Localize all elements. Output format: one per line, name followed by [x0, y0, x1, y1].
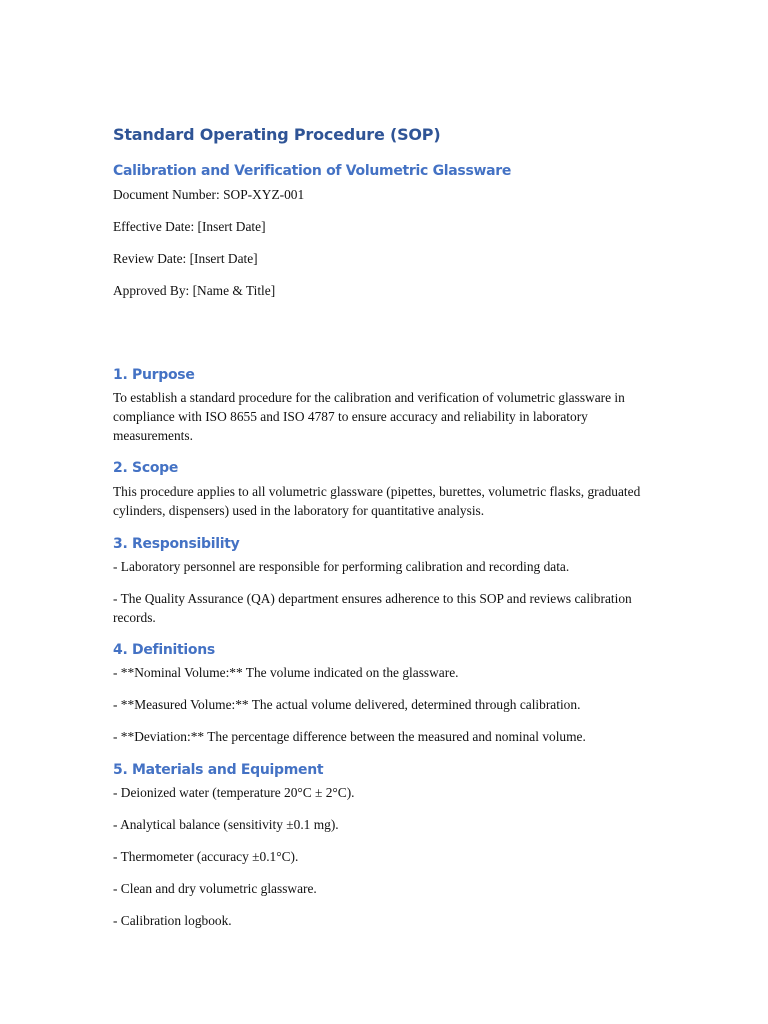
material-item: - Thermometer (accuracy ±0.1°C).	[113, 849, 299, 864]
definition-item: - **Measured Volume:** The actual volume delivered, determined through calibration.	[113, 697, 581, 712]
effective-date: Effective Date: [Insert Date]	[113, 219, 266, 234]
definition-item: - **Nominal Volume:** The volume indicated on the glassware.	[113, 665, 459, 680]
responsibility-item: - The Quality Assurance (QA) department ensures adherence to this SOP and reviews calibration records.	[113, 591, 632, 625]
material-item: - Deionized water (temperature 20°C ± 2°C).	[113, 785, 355, 800]
material-item: - Analytical balance (sensitivity ±0.1 mg).	[113, 817, 339, 832]
purpose-heading: 1. Purpose	[113, 367, 195, 383]
material-item: - Calibration logbook.	[113, 913, 232, 928]
approved-by: Approved By: [Name & Title]	[113, 283, 276, 298]
document-page	[113, 0, 653, 1024]
document-number: Document Number: SOP-XYZ-001	[113, 187, 305, 202]
responsibility-item: - Laboratory personnel are responsible for performing calibration and recording data.	[113, 559, 570, 574]
purpose-text: To establish a standard procedure for the calibration and verification of volumetric glassware in compliance with ISO 8655 and ISO 4787 to ensure accuracy and reliability in laboratory measurements.	[113, 390, 625, 443]
material-item: - Clean and dry volumetric glassware.	[113, 881, 317, 896]
document-subtitle: Calibration and Verification of Volumetric Glassware	[113, 163, 512, 179]
document-title: Standard Operating Procedure (SOP)	[113, 125, 441, 144]
responsibility-heading: 3. Responsibility	[113, 536, 240, 552]
definition-item: - **Deviation:** The percentage difference between the measured and nominal volume.	[113, 729, 586, 744]
scope-heading: 2. Scope	[113, 460, 179, 476]
definitions-heading: 4. Definitions	[113, 642, 215, 658]
review-date: Review Date: [Insert Date]	[113, 251, 258, 266]
materials-heading: 5. Materials and Equipment	[113, 762, 324, 778]
scope-text: This procedure applies to all volumetric glassware (pipettes, burettes, volumetric flasks, graduated cylinders, dispensers) used in the laboratory for quantitative analysis.	[113, 484, 641, 518]
